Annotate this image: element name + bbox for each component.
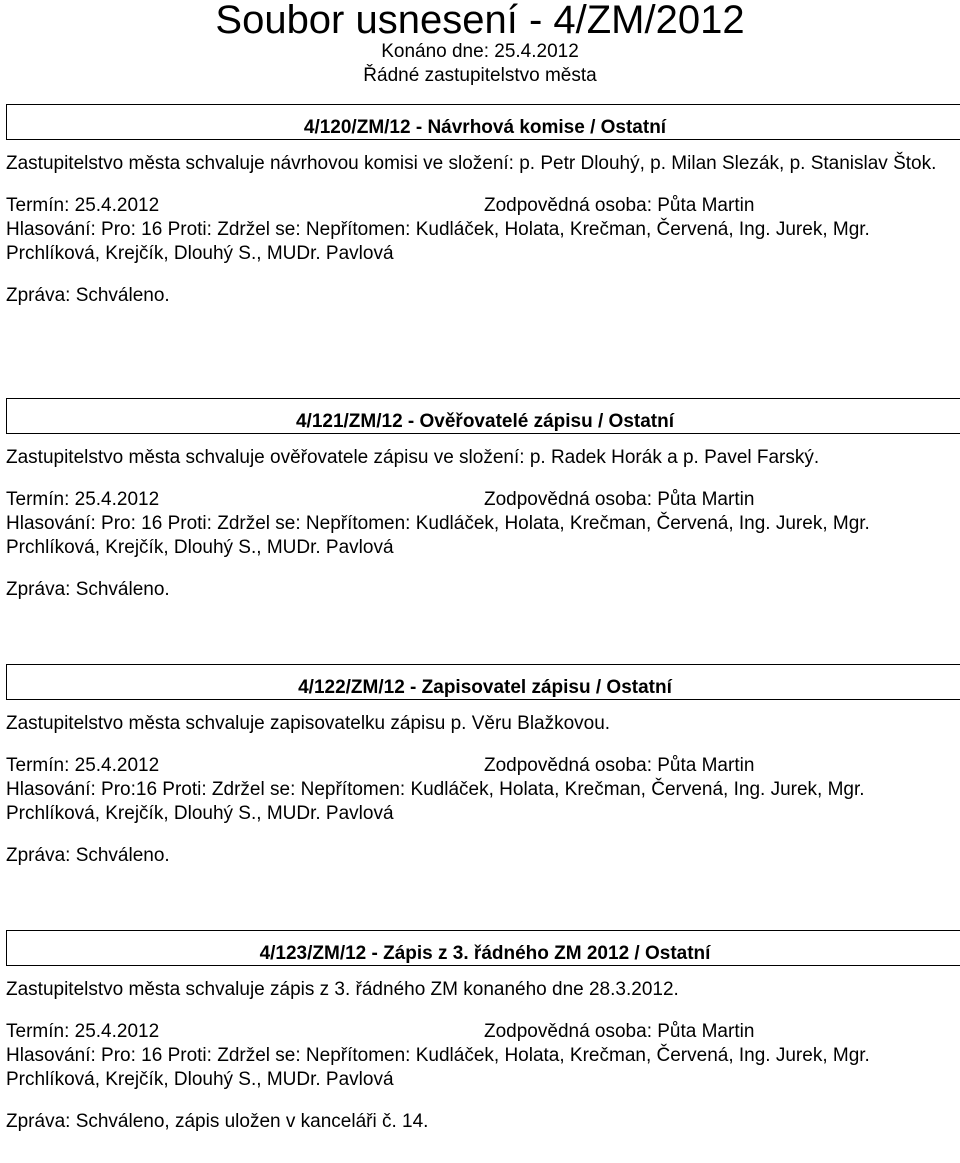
report: Zpráva: Schváleno. [6, 845, 170, 866]
resolution-text: Zastupitelstvo města schvaluje ověřovatele zápisu ve složení: p. Radek Horák a p. Pavel Farský. [6, 447, 820, 468]
term-row [6, 754, 958, 778]
term-row [6, 194, 958, 218]
meeting-type: Řádné zastupitelstvo města [363, 65, 597, 86]
resolution-title-bar [6, 398, 960, 434]
responsible-person: Zodpovědná osoba: Půta Martin [484, 195, 755, 216]
resolution-block [6, 398, 958, 602]
resolution-text: Zastupitelstvo města schvaluje návrhovou komisi ve složení: p. Petr Dlouhý, p. Milan Slezák, p. Stanislav Štok. [6, 153, 937, 174]
responsible-person: Zodpovědná osoba: Půta Martin [484, 1021, 755, 1042]
meeting-date: Konáno dne: 25.4.2012 [381, 41, 579, 62]
vote: Hlasování: Pro: 16 Proti: Zdržel se: Nepřítomen: Kudláček, Holata, Krečman, Červená, Ing. Jurek, Mgr. Prchlíková, Krejčík, Dlouhý S., MUDr. Pavlová [6, 219, 870, 264]
resolution-title-bar [6, 664, 960, 700]
document-header [0, 0, 960, 88]
term: Termín: 25.4.2012 [6, 489, 160, 510]
term: Termín: 25.4.2012 [6, 1021, 160, 1042]
term-row [6, 488, 958, 512]
term-row [6, 1020, 958, 1044]
report: Zpráva: Schváleno. [6, 285, 170, 306]
resolution-title: 4/121/ZM/12 - Ověřovatelé zápisu / Ostatní [295, 411, 675, 432]
document-title: Soubor usnesení - 4/ZM/2012 [215, 0, 745, 42]
resolution-title: 4/122/ZM/12 - Zapisovatel zápisu / Ostatní [298, 677, 672, 698]
resolution-text: Zastupitelstvo města schvaluje zapisovatelku zápisu p. Věru Blažkovou. [6, 713, 611, 734]
resolution-text: Zastupitelstvo města schvaluje zápis z 3. řádného ZM konaného dne 28.3.2012. [6, 979, 679, 1000]
resolution-block [6, 930, 958, 1134]
report: Zpráva: Schváleno, zápis uložen v kanceláři č. 14. [6, 1111, 429, 1132]
resolution-block [6, 104, 958, 308]
resolution-title-bar [6, 104, 960, 140]
vote: Hlasování: Pro: 16 Proti: Zdržel se: Nepřítomen: Kudláček, Holata, Krečman, Červená, Ing. Jurek, Mgr. Prchlíková, Krejčík, Dlouhý S., MUDr. Pavlová [6, 1045, 870, 1090]
resolution-block [6, 664, 958, 868]
vote: Hlasování: Pro: 16 Proti: Zdržel se: Nepřítomen: Kudláček, Holata, Krečman, Červená, Ing. Jurek, Mgr. Prchlíková, Krejčík, Dlouhý S., MUDr. Pavlová [6, 513, 870, 558]
resolution-title: 4/120/ZM/12 - Návrhová komise / Ostatní [303, 117, 667, 138]
report: Zpráva: Schváleno. [6, 579, 170, 600]
resolution-title: 4/123/ZM/12 - Zápis z 3. řádného ZM 2012 / Ostatní [259, 943, 711, 964]
vote: Hlasování: Pro:16 Proti: Zdržel se: Nepřítomen: Kudláček, Holata, Krečman, Červená, Ing. Jurek, Mgr. Prchlíková, Krejčík, Dlouhý S., MUDr. Pavlová [6, 779, 865, 824]
resolution-title-bar [6, 930, 960, 966]
term: Termín: 25.4.2012 [6, 755, 160, 776]
responsible-person: Zodpovědná osoba: Půta Martin [484, 489, 755, 510]
responsible-person: Zodpovědná osoba: Půta Martin [484, 755, 755, 776]
term: Termín: 25.4.2012 [6, 195, 160, 216]
